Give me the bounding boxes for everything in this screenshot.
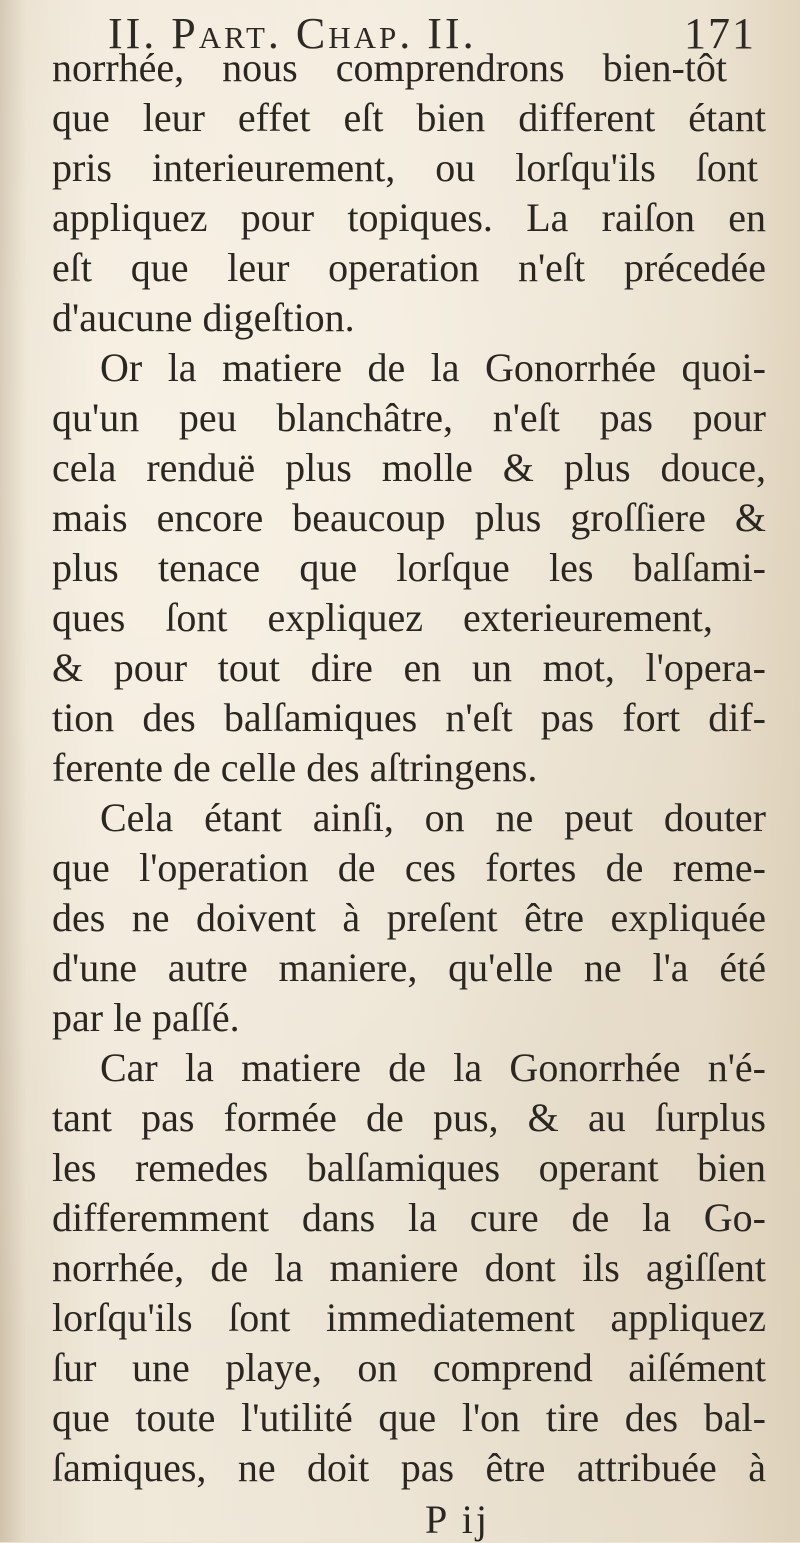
text-line-27: ſur une playe, on comprend aiſément xyxy=(52,1345,766,1390)
text-line-17: que l'operation de ces fortes de reme- xyxy=(52,845,766,890)
text-line-1: norrhée, nous comprendrons bien-tôt xyxy=(52,45,727,90)
running-head-title: II. Part. Chap. II. xyxy=(108,9,477,58)
page-number: 171 xyxy=(684,9,756,58)
text-line-15: ferente de celle des aſtringens. xyxy=(52,745,538,790)
text-line-7: Or la matiere de la Gonorrhée quoi- xyxy=(100,345,766,390)
text-line-14: tion des balſamiques n'eſt pas fort dif- xyxy=(52,695,766,740)
text-line-4: appliquez pour topiques. La raiſon en xyxy=(52,195,766,240)
text-line-28: que toute l'utilité que l'on tire des bal- xyxy=(52,1395,766,1440)
text-line-8: qu'un peu blanchâtre, n'eſt pas pour xyxy=(52,395,766,440)
text-line-3: pris interieurement, ou lorſqu'ils ſont xyxy=(52,145,758,190)
text-line-23: les remedes balſamiques operant bien xyxy=(52,1145,766,1190)
text-line-2: que leur effet eſt bien different étant xyxy=(52,95,766,140)
text-line-19: d'une autre maniere, qu'elle ne l'a été xyxy=(52,945,766,990)
text-line-13: & pour tout dire en un mot, l'opera- xyxy=(52,645,766,690)
text-line-6: d'aucune digeſtion. xyxy=(52,295,355,340)
text-line-29: ſamiques, ne doit pas être attribuée à xyxy=(52,1445,766,1490)
text-line-12: ques ſont expliquez exterieurement, xyxy=(52,595,713,640)
text-line-21: Car la matiere de la Gonorrhée n'é- xyxy=(100,1045,766,1090)
text-line-10: mais encore beaucoup plus groſſiere & xyxy=(52,495,766,540)
text-line-11: plus tenace que lorſque les balſami- xyxy=(52,545,766,590)
text-line-16: Cela étant ainſi, on ne peut douter xyxy=(100,795,766,840)
text-line-18: des ne doivent à preſent être expliquée xyxy=(52,895,766,940)
text-line-9: cela renduë plus molle & plus douce, xyxy=(52,445,766,490)
text-line-5: eſt que leur operation n'eſt précedée xyxy=(52,245,766,290)
text-line-20: par le paſſé. xyxy=(52,995,240,1040)
text-line-22: tant pas formée de pus, & au ſurplus xyxy=(52,1095,766,1140)
signature-mark: P ij xyxy=(425,1497,490,1542)
text-line-24: differemment dans la cure de la Go- xyxy=(52,1195,766,1240)
text-line-26: lorſqu'ils ſont immediatement appliquez xyxy=(52,1295,766,1340)
text-line-25: norrhée, de la maniere dont ils agiſſent xyxy=(52,1245,766,1290)
